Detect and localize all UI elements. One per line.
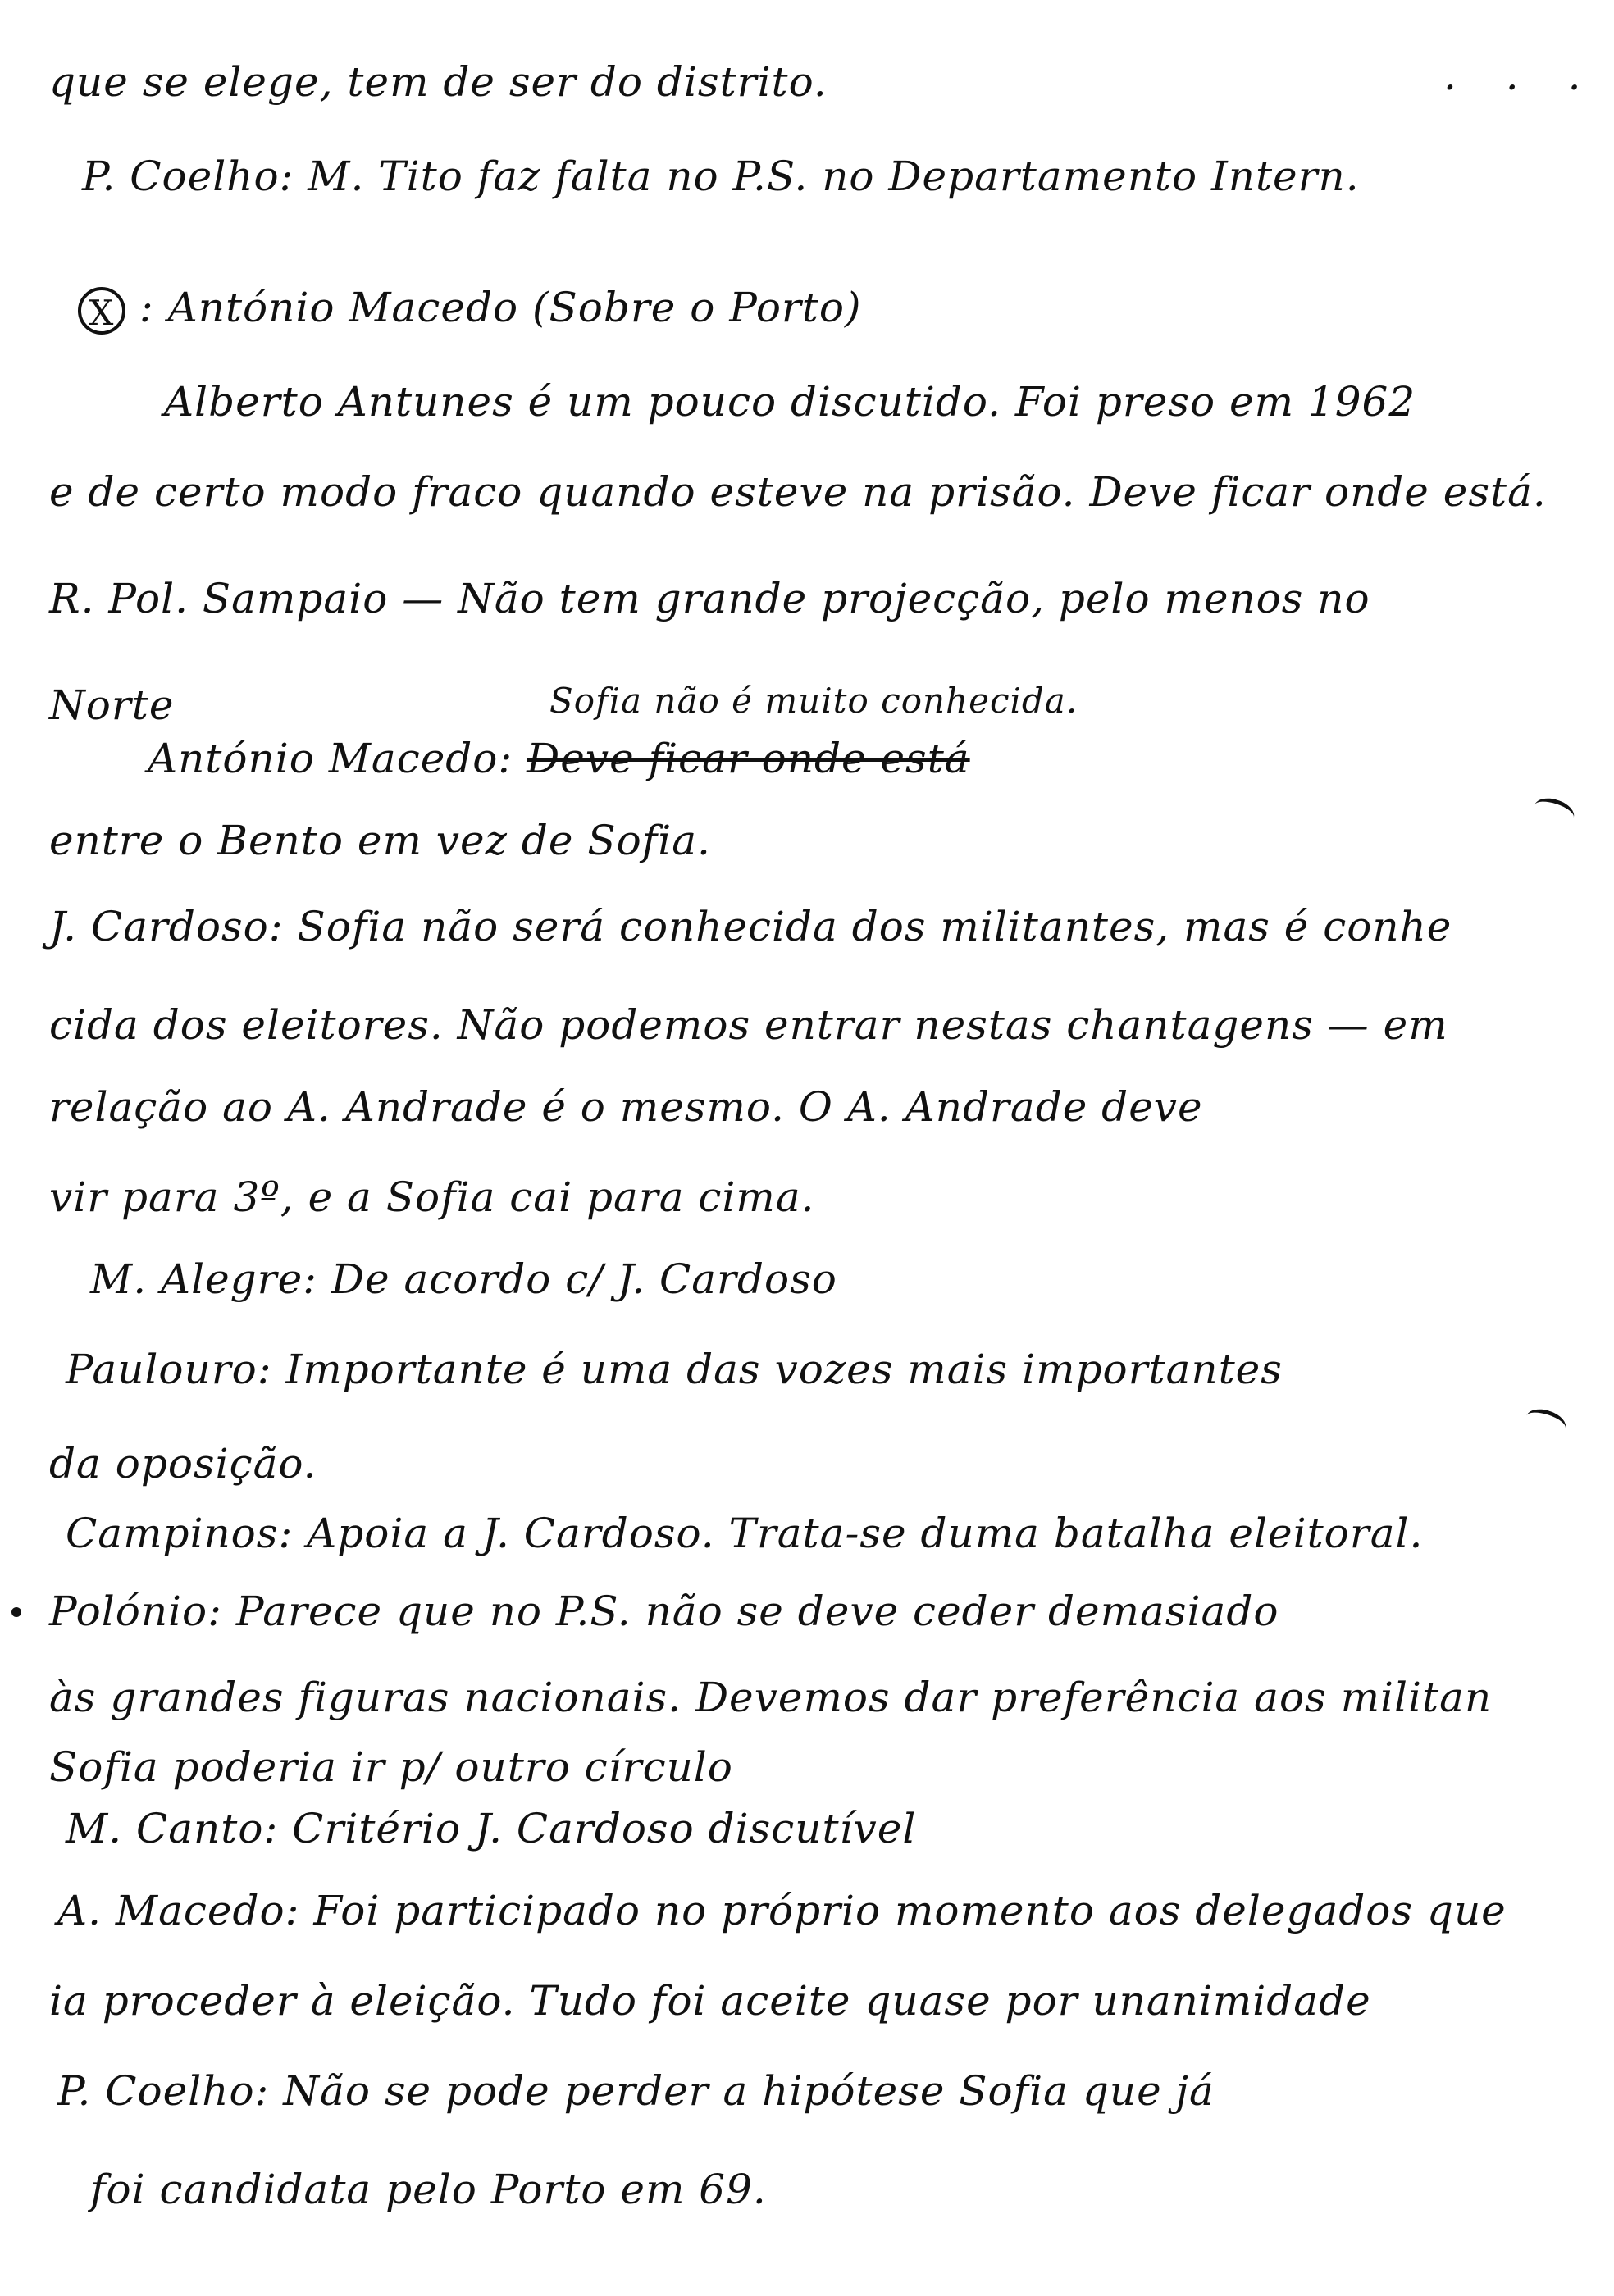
text-line-13: vir para 3º, e a Sofia cai para cima. bbox=[49, 1173, 815, 1221]
text-line-5: e de certo modo fraco quando esteve na prisão. Deve ficar onde está. bbox=[49, 468, 1547, 516]
text-line-7: Norte bbox=[49, 681, 175, 729]
text-line-9: entre o Bento em vez de Sofia. bbox=[49, 817, 711, 864]
text-line-10: J. Cardoso: Sofia não será conhecida dos militantes, mas é conhe bbox=[49, 903, 1452, 950]
margin-mark-2 bbox=[1523, 1405, 1570, 1440]
section-heading: António Macedo (Sobre o Porto) bbox=[167, 284, 862, 331]
text-line-16: da oposição. bbox=[49, 1440, 317, 1487]
text-line-14: M. Alegre: De acordo c/ J. Cardoso bbox=[90, 1255, 837, 1303]
text-line-21: M. Canto: Critério J. Cardoso discutível bbox=[66, 1805, 917, 1852]
text-line-22: A. Macedo: Foi participado no próprio momento aos delegados que bbox=[57, 1887, 1507, 1934]
circled-x-symbol: X bbox=[78, 287, 125, 335]
text-line-18: Polónio: Parece que no P.S. não se deve ceder demasiado bbox=[49, 1588, 1279, 1635]
text-line-25: foi candidata pelo Porto em 69. bbox=[90, 2166, 767, 2213]
colon-separator: : bbox=[139, 284, 168, 331]
text-line-4: Alberto Antunes é um pouco discutido. Foi preso em 1962 bbox=[164, 378, 1416, 426]
text-line-15: Paulouro: Importante é uma das vozes mais importantes bbox=[66, 1346, 1283, 1393]
crossed-out-text: Deve ficar onde está bbox=[527, 735, 970, 782]
text-line-17: Campinos: Apoia a J. Cardoso. Trata-se duma batalha eleitoral. bbox=[66, 1510, 1424, 1557]
text-line-19: às grandes figuras nacionais. Devemos dar preferência aos militan bbox=[49, 1674, 1493, 1721]
text-line-23: ia proceder à eleição. Tudo foi aceite quase por unanimidade bbox=[49, 1977, 1371, 2025]
text-line-20: Sofia poderia ir p/ outro círculo bbox=[49, 1743, 733, 1791]
text-line-8 bbox=[148, 734, 970, 783]
text-line-24: P. Coelho: Não se pode perder a hipótese Sofia que já bbox=[57, 2067, 1215, 2115]
text-line-11: cida dos eleitores. Não podemos entrar nestas chantagens — em bbox=[49, 1001, 1448, 1049]
text-line-12: relação ao A. Andrade é o mesmo. O A. Andrade deve bbox=[49, 1083, 1203, 1131]
top-right-dots: . . . bbox=[1443, 52, 1599, 99]
margin-dot bbox=[11, 1607, 21, 1617]
text-line-2: P. Coelho: M. Tito faz falta no P.S. no Departamento Intern. bbox=[82, 153, 1360, 200]
margin-mark bbox=[1531, 794, 1578, 829]
text-line-1: que se elege, tem de ser do distrito. bbox=[49, 58, 828, 106]
speaker-label: António Macedo: bbox=[148, 735, 513, 782]
interlinear-insertion: Sofia não é muito conhecida. bbox=[549, 681, 1078, 721]
text-line-6: R. Pol. Sampaio — Não tem grande projecção, pelo menos no bbox=[49, 575, 1370, 622]
text-line-3 bbox=[78, 283, 862, 335]
